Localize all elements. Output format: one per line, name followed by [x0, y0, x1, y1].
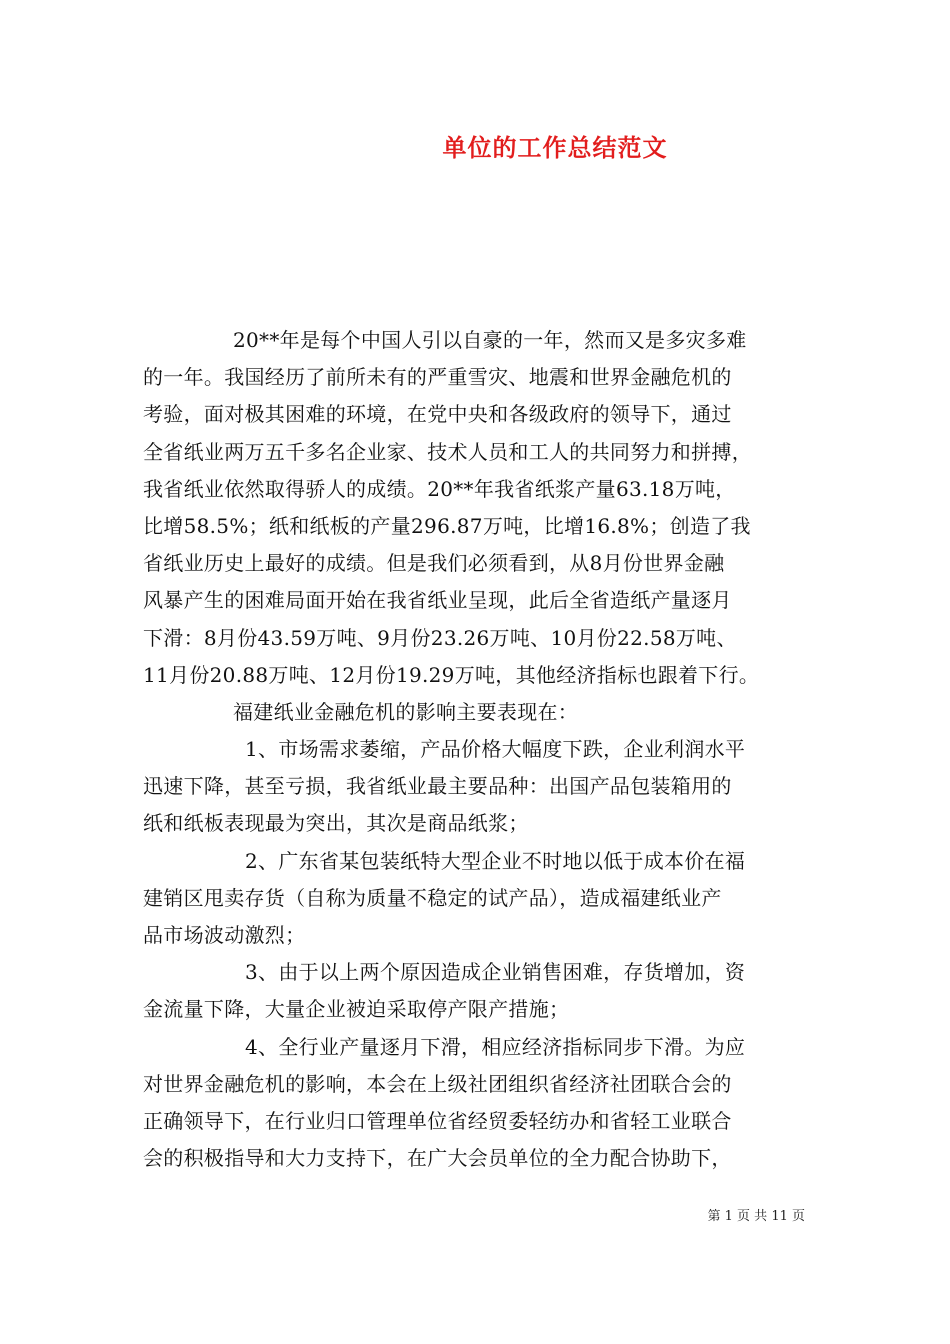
- text-line: 对世界金融危机的影响，本会在上级社团组织省经济社团联合会的: [143, 1071, 732, 1096]
- page-footer: 第 1 页 共 11 页: [707, 1209, 805, 1224]
- text-line: 风暴产生的困难局面开始在我省纸业呈现，此后全省造纸产量逐月: [143, 588, 732, 613]
- text-line: 福建纸业金融危机的影响主要表现在：: [233, 699, 579, 724]
- text-line: 会的积极指导和大力支持下，在广大会员单位的全力配合协助下，: [143, 1146, 732, 1171]
- text-line: 2、广东省某包装纸特大型企业不时地以低于成本价在福: [245, 848, 746, 873]
- text-line: 金流量下降，大量企业被迫采取停产限产措施；: [143, 997, 570, 1022]
- text-line: 省纸业历史上最好的成绩。但是我们必须看到，从8月份世界金融: [143, 551, 725, 576]
- text-line: 下滑：8月份43.59万吨、9月份23.26万吨、10月份22.58万吨、: [143, 625, 737, 650]
- text-line: 的一年。我国经历了前所未有的严重雪灾、地震和世界金融危机的: [143, 365, 732, 390]
- text-line: 比增58.5%；纸和纸板的产量296.87万吨，比增16.8%；创造了我: [143, 513, 751, 538]
- text-line: 3、由于以上两个原因造成企业销售困难，存货增加，资: [245, 960, 746, 985]
- text-line: 20**年是每个中国人引以自豪的一年，然而又是多灾多难: [233, 328, 747, 352]
- text-line: 正确领导下，在行业归口管理单位省经贸委轻纺办和省轻工业联合: [143, 1108, 732, 1133]
- text-line: 迅速下降，甚至亏损，我省纸业最主要品种：出国产品包装箱用的: [143, 774, 732, 799]
- text-line: 考验，面对极其困难的环境，在党中央和各级政府的领导下，通过: [143, 402, 732, 427]
- text-line: 1、市场需求萎缩，产品价格大幅度下跌，企业利润水平: [245, 737, 746, 762]
- text-line: 我省纸业依然取得骄人的成绩。20**年我省纸浆产量63.18万吨，: [143, 476, 736, 501]
- document-title: 单位的工作总结范文: [442, 133, 668, 162]
- text-line: 建销区甩卖存货（自称为质量不稳定的试产品），造成福建纸业产: [143, 885, 722, 910]
- text-line: 品市场波动激烈；: [143, 923, 306, 947]
- text-line: 4、全行业产量逐月下滑，相应经济指标同步下滑。为应: [245, 1034, 746, 1059]
- text-line: 全省纸业两万五千多名企业家、技术人员和工人的共同努力和拼搏，: [143, 439, 752, 464]
- text-line: 11月份20.88万吨、12月份19.29万吨，其他经济指标也跟着下行。: [143, 662, 760, 687]
- document-body: [143, 322, 811, 1177]
- text-line: 纸和纸板表现最为突出，其次是商品纸浆；: [143, 811, 529, 836]
